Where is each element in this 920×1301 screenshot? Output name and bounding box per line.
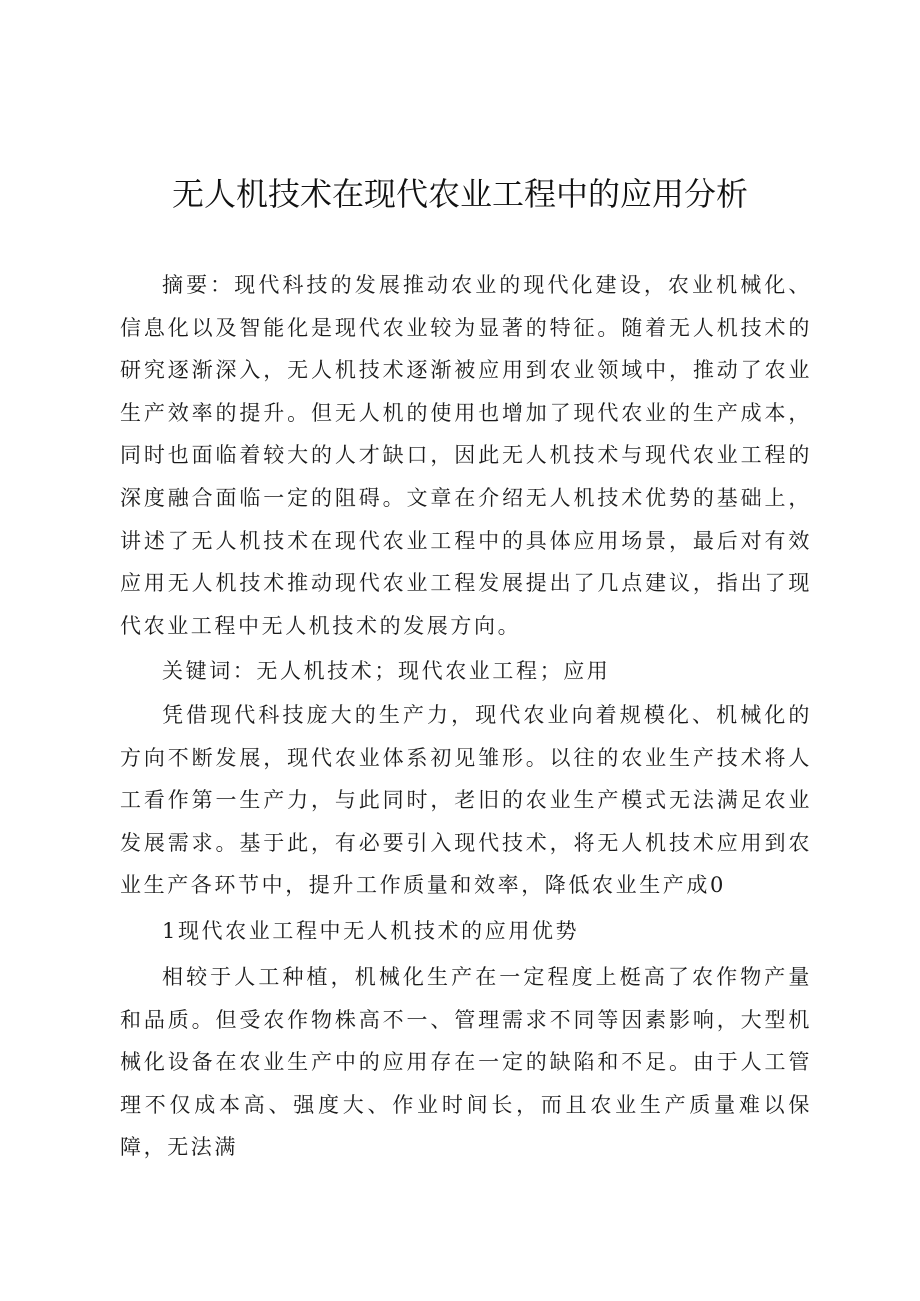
section-1-heading-block	[120, 910, 812, 953]
document-title: 无人机技术在现代农业工程中的应用分析	[171, 175, 748, 213]
abstract-block	[120, 264, 812, 647]
abstract-paragraph	[120, 264, 812, 647]
section-1-paragraph: 相较于人工种植，机械化生产在一定程度上梃高了农作物产量和品质。但受农作物株高不一、管理需求不同等因素影响，大型机械化设备在农业生产中的应用存在一定的缺陷和不足。由于人工管理不仅成本高、强度大、作业时间长，而且农业生产质量难以保障，无法满	[120, 965, 812, 1160]
keywords-text: 无人机技术；现代农业工程；应用	[256, 659, 611, 683]
abstract-text: 现代科技的发展推动农业的现代化建设，农业机械化、信息化以及智能化是现代农业较为显著的特征。随着无人机技术的研究逐渐深入，无人机技术逐渐被应用到农业领域中，推动了农业生产效率的提升。但无人机的使用也增加了现代农业的生产成本，同时也面临着较大的人才缺口，因此无人机技术与现代农业工程的深度融合面临一定的阻碍。文章在介绍无人机技术优势的基础上，讲述了无人机技术在现代农业工程中的具体应用场景，最后对有效应用无人机技术推动现代农业工程发展提出了几点建议，指出了现代农业工程中无人机技术的发展方向。	[120, 273, 812, 638]
section-1-heading: 1现代农业工程中无人机技术的应用优势	[162, 919, 580, 943]
abstract-label: 摘要：	[162, 273, 235, 297]
keywords-label: 关键词：	[162, 659, 257, 683]
keywords-paragraph	[120, 650, 812, 693]
intro-paragraph: 凭借现代科技庞大的生产力，现代农业向着规模化、机械化的方向不断发展，现代农业体系初见雏形。以往的农业生产技术将人工看作第一生产力，与此同时，老旧的农业生产模式无法满足农业发展需求。基于此，有必要引入现代技术，将无人机技术应用到农业生产各环节中，提升工作质量和效率，降低农业生产成0	[120, 703, 812, 898]
intro-block	[120, 694, 812, 907]
section-1-body	[120, 956, 812, 1169]
keywords-block	[120, 650, 812, 693]
